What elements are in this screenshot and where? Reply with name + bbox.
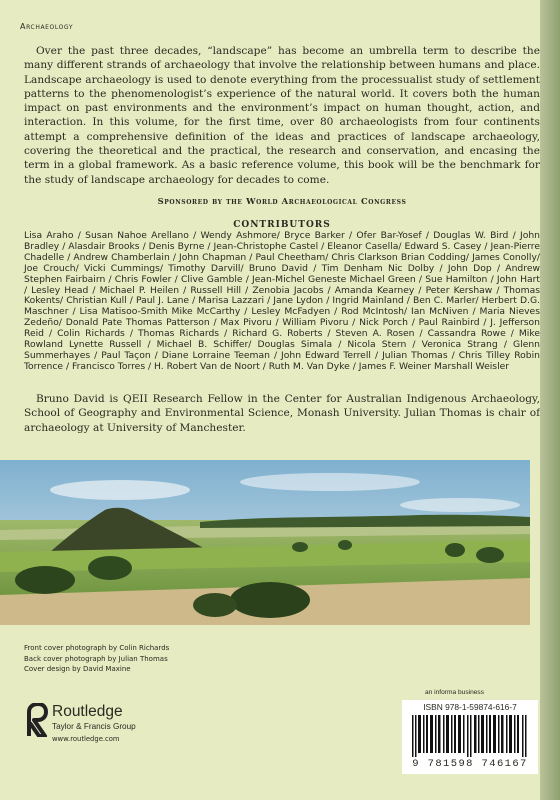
routledge-logo-icon	[26, 703, 48, 737]
landscape-photo	[0, 460, 530, 625]
publisher-name: Routledge	[52, 703, 123, 720]
contributors-heading: CONTRIBUTORS	[233, 220, 331, 230]
book-blurb: Over the past three decades, “landscape” has become an umbrella term to describe the many different strands of archaeology that involve the relationship between humans and place. Landscape archaeology is used to denote everything from the processualist study of settlement patterns to the phenomenologist’s experience of the natural world. It covers both the human impact on past environments and the environment’s impact on human thought, action, and interaction. In this volume, for the first time, over 80 archaeologists from four continents attempt a comprehensive definition of the ideas and practices of landscape archaeology, covering the theoretical and the practical, the research and conservation, and encasing the term in a global framework. As a basic reference volume, this book will be the benchmark for the study of landscape archaeology for decades to come.	[24, 45, 540, 186]
sponsor-line: Sponsored by the World Archaeological Congress	[157, 196, 407, 206]
cover-edge	[540, 0, 560, 800]
photo-credits	[24, 643, 169, 675]
publisher-group: Taylor & Francis Group	[52, 722, 136, 731]
barcode-digits: 9 781598 746167	[412, 758, 528, 770]
cloud	[400, 498, 520, 512]
credit-line: Front cover photograph by Colin Richards	[24, 644, 170, 652]
barcode-icon	[412, 715, 528, 757]
editor-bio: Bruno David is QEII Research Fellow in the Center for Australian Indigenous Archaeology, School of Geography and Environmental Science, Monash University. Julian Thomas is chair of archaeology at University of Manchester.	[24, 393, 540, 434]
tree-cluster	[193, 593, 237, 617]
tree	[445, 543, 465, 557]
isbn-barcode	[402, 700, 538, 774]
silbury-hill-landscape	[0, 460, 530, 625]
cloud	[240, 473, 420, 491]
tree-cluster	[230, 582, 310, 618]
contributors-list: Lisa Araho / Susan Nahoe Arellano / Wendy Ashmore/ Bryce Barker / Ofer Bar-Yosef / Douglas W. Bird / John Bradley / Alasdair Brooks / Denis Byrne / Jean-Christophe Castel / Eleanor Casella/ Edward S. Casey / Jean-Pierre Chadelle / Andrew Chamberlain / John Chapman / Paul Cheetham/ Chris Clarkson Brian Codding/ James Conolly/ Joe Crouch/ Vicki Cummings/ Timothy Darvill/ Bruno David / Tim Denham Nic Dolby / John Dop / Andrew Stephen Fairbairn / Chris Fowler / Clive Gamble / Jean-Michel Geneste Michael Green / Sue Hamilton / John Hart / Lesley Head / Michael P. Heilen / Russell Hill / Zenobia Jacobs / Amanda Kearney / Peter Kershaw / Thomas Kokents/ Christian Kull / Paul J. Lane / Marisa Lazzari / Jane Lydon / Ingrid Mainland / Ben C. Marler/ Herbert D.G. Maschner / Lisa Matisoo-Smith Mike McCarthy / Lesley McFadyen / Rod McIntosh/ Ian McNiven / Maria Nieves Zedeño/ Donald Pate Thomas Patterson / Max Pivoru / William Pivoru / Nick Porch / Paul Rainbird / J. Jefferson Reid / Colin Richards / Thomas Richards / Richard G. Roberts / Steven A. Rosen / Cassandra Rowe / Mike Rowland Lynette Russell / Michael B. Schiffer/ Douglas Simala / Nicola Stern / Veronica Strang / Glenn Summerhayes / Paul Taçon / Diane Lorraine Teeman / John Edward Terrell / Julian Thomas / Chris Tilley Robin Torrence / Francisco Torres / H. Robert Van de Noort / Ruth M. Van Dyke / James F. Weiner Marshall Weisler	[24, 230, 540, 372]
isbn-label: ISBN 978-1-59874-616-7	[423, 702, 517, 712]
cloud	[50, 480, 190, 500]
credit-line: Cover design by David Maxine	[24, 665, 131, 674]
tree	[338, 540, 352, 550]
publisher-block	[24, 700, 204, 760]
informa-tagline: an informa business	[425, 689, 485, 696]
tree-cluster	[15, 566, 75, 594]
tree	[476, 547, 504, 563]
category-label: Archaeology	[20, 22, 74, 31]
publisher-url[interactable]: www.routledge.com	[52, 735, 120, 743]
tree	[292, 542, 308, 552]
tree-cluster	[88, 556, 132, 580]
credit-line: Back cover photograph by Julian Thomas	[24, 654, 168, 663]
